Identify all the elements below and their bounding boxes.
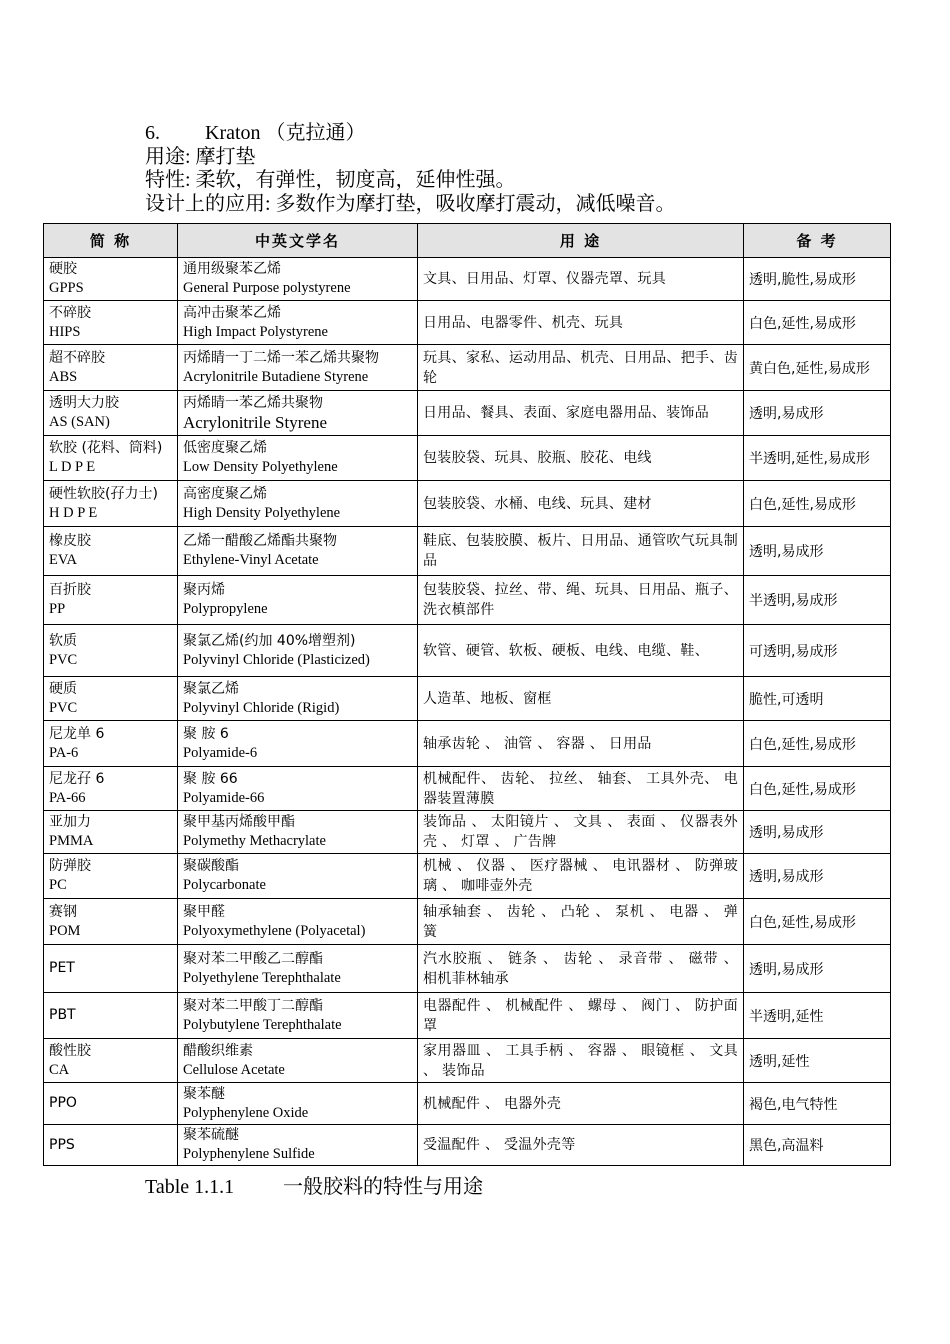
cell-usage [418,481,744,527]
table-row [44,481,891,527]
cell-remarks [744,258,891,301]
cell-usage [418,1039,744,1083]
abbr-cn: 百折胶 [49,582,91,598]
cell-remarks [744,576,891,625]
abbr-en: PA-6 [49,744,79,761]
cell-remarks [744,993,891,1039]
abbr-en: HIPS [49,323,81,340]
name-cn: 聚对苯二甲酸乙二醇酯 [183,950,323,967]
name-cn: 聚 胺 66 [183,770,238,787]
table-row [44,1125,891,1166]
cell-name [178,767,418,811]
intro-section [145,122,676,216]
table-row [44,576,891,625]
name-cn: 聚甲基丙烯酸甲酯 [183,814,295,830]
usage-text: 包装胶袋、玩具、胶瓶、胶花、电线 [423,450,652,466]
table-row [44,1083,891,1125]
table-row [44,811,891,854]
remarks-text: 白色,延性,易成形 [749,496,856,513]
remarks-text: 褐色,电气特性 [749,1096,838,1113]
cell-abbreviation [44,1039,178,1083]
name-en: Acrylonitrile Butadiene Styrene [183,368,369,385]
name-en: Polyoxymethylene (Polyacetal) [183,922,366,939]
cell-name [178,625,418,677]
table-row [44,899,891,945]
name-en: Polyphenylene Sulfide [183,1146,315,1162]
name-en: High Impact Polystyrene [183,323,328,340]
cell-name [178,258,418,301]
abbr-en: PVC [49,651,78,668]
name-cn: 丙烯睛一丁二烯一苯乙烯共聚物 [183,349,379,366]
abbr-cn: PET [49,960,75,976]
table-row [44,721,891,767]
cell-name [178,391,418,436]
usage-text: 鞋底、包装胶膜、板片、日用品、通管吹气玩具制品 [423,533,738,569]
remarks-text: 透明,脆性,易成形 [749,272,856,288]
table-row [44,436,891,481]
name-en: Polyphenylene Oxide [183,1104,309,1121]
cell-name [178,576,418,625]
cell-abbreviation [44,1083,178,1125]
cell-remarks [744,1039,891,1083]
abbr-cn: 软胶 (花料、筒料) [49,440,163,456]
cell-abbreviation [44,721,178,767]
cell-usage [418,345,744,391]
cell-name [178,811,418,854]
remarks-text: 白色,延性,易成形 [749,736,856,753]
name-cn: 聚 胺 6 [183,725,229,742]
cell-remarks [744,854,891,899]
cell-name [178,677,418,721]
remarks-text: 透明,延性 [749,1053,810,1070]
table-row [44,1039,891,1083]
usage-text: 玩具、家私、运动用品、机壳、日用品、把手、齿轮 [423,349,738,386]
name-en: General Purpose polystyrene [183,280,351,296]
cell-abbreviation [44,481,178,527]
cell-remarks [744,481,891,527]
cell-usage [418,258,744,301]
cell-name [178,1125,418,1166]
cell-name [178,721,418,767]
cell-name [178,993,418,1039]
table-header-row [44,224,891,258]
abbr-cn: 透明大力胶 [49,395,119,411]
usage-text: 包装胶袋、水桶、电线、玩具、建材 [423,495,652,512]
abbr-cn: PPO [49,1095,77,1111]
cell-abbreviation [44,391,178,436]
name-cn: 聚氯乙烯 [183,680,239,697]
abbr-en: ABS [49,368,78,385]
name-cn: 聚苯硫醚 [183,1127,239,1143]
usage-text: 受温配件 、 受温外壳等 [423,1137,576,1153]
cell-abbreviation [44,767,178,811]
abbr-en: GPPS [49,280,84,296]
cell-usage [418,677,744,721]
cell-name [178,436,418,481]
cell-usage [418,1125,744,1166]
cell-usage [418,625,744,677]
abbr-cn: PPS [49,1136,75,1153]
abbr-en: AS (SAN) [49,414,110,430]
table-row [44,301,891,345]
usage-text: 装饰品 、 太阳镜片 、 文具 、 表面 、 仪器表外壳 、 灯罩 、 广告牌 [423,814,738,850]
abbr-cn: 尼龙单 6 [49,725,105,742]
cell-name [178,899,418,945]
caption-text: 一般胶料的特性与用途 [283,1176,483,1198]
cell-name [178,1039,418,1083]
abbr-en: CA [49,1061,70,1078]
remarks-text: 黑色,高温料 [749,1138,824,1154]
abbr-cn: 硬性软胶(孖力士) [49,485,158,502]
abbr-en: PP [49,601,66,617]
remarks-text: 半透明,延性 [749,1008,824,1025]
name-en: Ethylene-Vinyl Acetate [183,552,319,568]
cell-usage [418,899,744,945]
cell-usage [418,854,744,899]
cell-remarks [744,1083,891,1125]
cell-remarks [744,436,891,481]
abbr-en: PA-66 [49,789,86,806]
cell-remarks [744,767,891,811]
cell-abbreviation [44,345,178,391]
cell-abbreviation [44,677,178,721]
usage-text: 软管、硬管、软板、硬板、电线、电缆、鞋、 [423,642,709,659]
usage-text: 轴承齿轮 、 油管 、 容器 、 日用品 [423,735,652,752]
abbr-cn: 酸性胶 [49,1042,91,1059]
usage-text: 人造革、地板、窗框 [423,690,552,707]
table-row [44,527,891,576]
cell-remarks [744,677,891,721]
table-row [44,854,891,899]
header-remarks: 备 考 [744,224,891,258]
table-row [44,258,891,301]
cell-abbreviation [44,625,178,677]
abbr-en: H D P E [49,504,98,521]
cell-usage [418,721,744,767]
usage-line: 用途: 摩打垫 [145,145,256,168]
cell-remarks [744,811,891,854]
cell-abbreviation [44,993,178,1039]
name-en: Polyvinyl Chloride (Plasticized) [183,651,370,668]
table-row [44,993,891,1039]
abbr-en: L D P E [49,459,96,475]
cell-usage [418,527,744,576]
name-en: Polycarbonate [183,877,266,893]
cell-remarks [744,899,891,945]
name-cn: 聚对苯二甲酸丁二醇酯 [183,997,323,1014]
name-cn: 高冲击聚苯乙烯 [183,304,281,321]
name-cn: 低密度聚乙烯 [183,440,267,456]
caption-label: Table 1.1.1 [145,1176,235,1198]
property-line: 特性: 柔软，有弹性，韧度高，延伸性强。 [145,169,516,191]
remarks-text: 透明,易成形 [749,406,824,422]
remarks-text: 白色,延性,易成形 [749,315,856,332]
name-en: Cellulose Acetate [183,1061,285,1078]
cell-remarks [744,391,891,436]
table-row [44,767,891,811]
abbr-en: POM [49,922,81,939]
design-line: 设计上的应用: 多数作为摩打垫，吸收摩打震动，减低噪音。 [145,192,676,215]
cell-name [178,527,418,576]
remarks-text: 透明,易成形 [749,825,824,841]
cell-usage [418,1083,744,1125]
cell-remarks [744,625,891,677]
name-en: Acrylonitrile Styrene [183,413,327,432]
remarks-text: 白色,延性,易成形 [749,914,856,931]
name-cn: 聚氯乙烯(约加 40%增塑剂) [183,632,356,649]
table-row [44,945,891,993]
usage-text: 文具、日用品、灯罩、仪器壳罩、玩具 [423,271,667,287]
table-caption [145,1170,483,1199]
abbr-cn: 防弹胶 [49,858,91,874]
abbr-en: PMMA [49,833,94,849]
abbr-cn: 橡皮胶 [49,533,91,549]
usage-text: 电器配件 、 机械配件 、 螺母 、 阀门 、 防护面罩 [423,997,738,1034]
table-body [44,258,891,1166]
header-name: 中英文学名 [178,224,418,258]
cell-usage [418,945,744,993]
cell-abbreviation [44,1125,178,1166]
cell-name [178,301,418,345]
remarks-text: 可透明,易成形 [749,643,838,660]
abbr-cn: 硬胶 [49,261,77,277]
name-en: Polyamide-66 [183,789,265,806]
name-cn: 醋酸织维素 [183,1042,253,1059]
table-row [44,391,891,436]
abbr-cn: 软质 [49,632,77,649]
section-number: 6. [145,122,160,144]
cell-remarks [744,345,891,391]
name-en: Polymethy Methacrylate [183,833,326,849]
header-usage: 用 途 [418,224,744,258]
cell-abbreviation [44,527,178,576]
plastics-table [43,223,891,1166]
name-en: Polybutylene Terephthalate [183,1016,342,1033]
name-en: Low Density Polyethylene [183,459,338,475]
cell-name [178,345,418,391]
cell-remarks [744,721,891,767]
cell-abbreviation [44,436,178,481]
header-abbreviation: 简 称 [44,224,178,258]
abbr-cn: 超不碎胶 [49,349,105,366]
section-title: Kraton （克拉通） [205,122,366,144]
table-row [44,625,891,677]
cell-usage [418,391,744,436]
abbr-en: PVC [49,699,78,716]
name-en: Polyethylene Terephthalate [183,969,341,986]
name-cn: 聚丙烯 [183,582,225,598]
name-cn: 乙烯一醋酸乙烯酯共聚物 [183,533,337,549]
name-en: High Density Polyethylene [183,504,341,521]
cell-abbreviation [44,811,178,854]
cell-remarks [744,945,891,993]
usage-text: 轴承轴套 、 齿轮 、 凸轮 、 泵机 、 电器 、 弹簧 [423,903,738,940]
cell-name [178,1083,418,1125]
table-row [44,677,891,721]
remarks-text: 透明,易成形 [749,961,824,978]
cell-abbreviation [44,945,178,993]
usage-text: 汽水胶瓶 、 链条 、 齿轮 、 录音带 、 磁带 、 相机菲林轴承 [423,950,738,987]
cell-abbreviation [44,899,178,945]
table-row [44,345,891,391]
cell-remarks [744,527,891,576]
name-cn: 高密度聚乙烯 [183,485,267,502]
remarks-text: 白色,延性,易成形 [749,781,856,798]
cell-remarks [744,301,891,345]
remarks-text: 透明,易成形 [749,544,824,560]
cell-usage [418,811,744,854]
usage-text: 机械 、 仪器 、 医疗器械 、 电讯器材 、 防弹玻璃 、 咖啡壶外壳 [423,858,738,894]
cell-usage [418,993,744,1039]
name-cn: 聚碳酸酯 [183,858,239,874]
name-cn: 聚甲醛 [183,903,225,920]
name-cn: 聚苯醚 [183,1085,225,1102]
usage-text: 日用品、电器零件、机壳、玩具 [423,314,624,331]
usage-text: 家用器皿 、 工具手柄 、 容器 、 眼镜框 、 文具 、 装饰品 [423,1042,738,1079]
name-en: Polypropylene [183,601,268,617]
abbr-cn: 赛钢 [49,903,77,920]
cell-usage [418,576,744,625]
cell-name [178,945,418,993]
cell-name [178,481,418,527]
cell-abbreviation [44,301,178,345]
abbr-cn: 不碎胶 [49,304,91,321]
section-heading [145,122,676,146]
usage-text: 日用品、餐具、表面、家庭电器用品、装饰品 [423,405,709,421]
abbr-en: PC [49,877,67,893]
remarks-text: 半透明,易成形 [749,593,838,609]
abbr-cn: PBT [49,1007,76,1023]
remarks-text: 半透明,延性,易成形 [749,451,870,467]
cell-abbreviation [44,258,178,301]
name-cn: 丙烯睛一苯乙烯共聚物 [183,395,323,411]
cell-usage [418,436,744,481]
cell-usage [418,767,744,811]
abbr-en: EVA [49,552,77,568]
usage-text: 机械配件、 齿轮、 拉丝、 轴套、 工具外壳、 电器装置薄膜 [423,770,738,807]
abbr-cn: 硬质 [49,680,77,697]
cell-abbreviation [44,854,178,899]
remarks-text: 透明,易成形 [749,869,824,885]
remarks-text: 脆性,可透明 [749,691,824,708]
name-en: Polyvinyl Chloride (Rigid) [183,699,340,716]
cell-usage [418,301,744,345]
name-en: Polyamide-6 [183,744,258,761]
name-cn: 通用级聚苯乙烯 [183,261,281,277]
cell-abbreviation [44,576,178,625]
abbr-cn: 尼龙孖 6 [49,770,105,787]
usage-text: 包装胶袋、拉丝、带、绳、玩具、日用品、瓶子、洗衣槙部件 [423,582,738,618]
usage-text: 机械配件 、 电器外壳 [423,1095,562,1112]
remarks-text: 黄白色,延性,易成形 [749,360,870,377]
abbr-cn: 亚加力 [49,814,91,830]
cell-remarks [744,1125,891,1166]
cell-name [178,854,418,899]
